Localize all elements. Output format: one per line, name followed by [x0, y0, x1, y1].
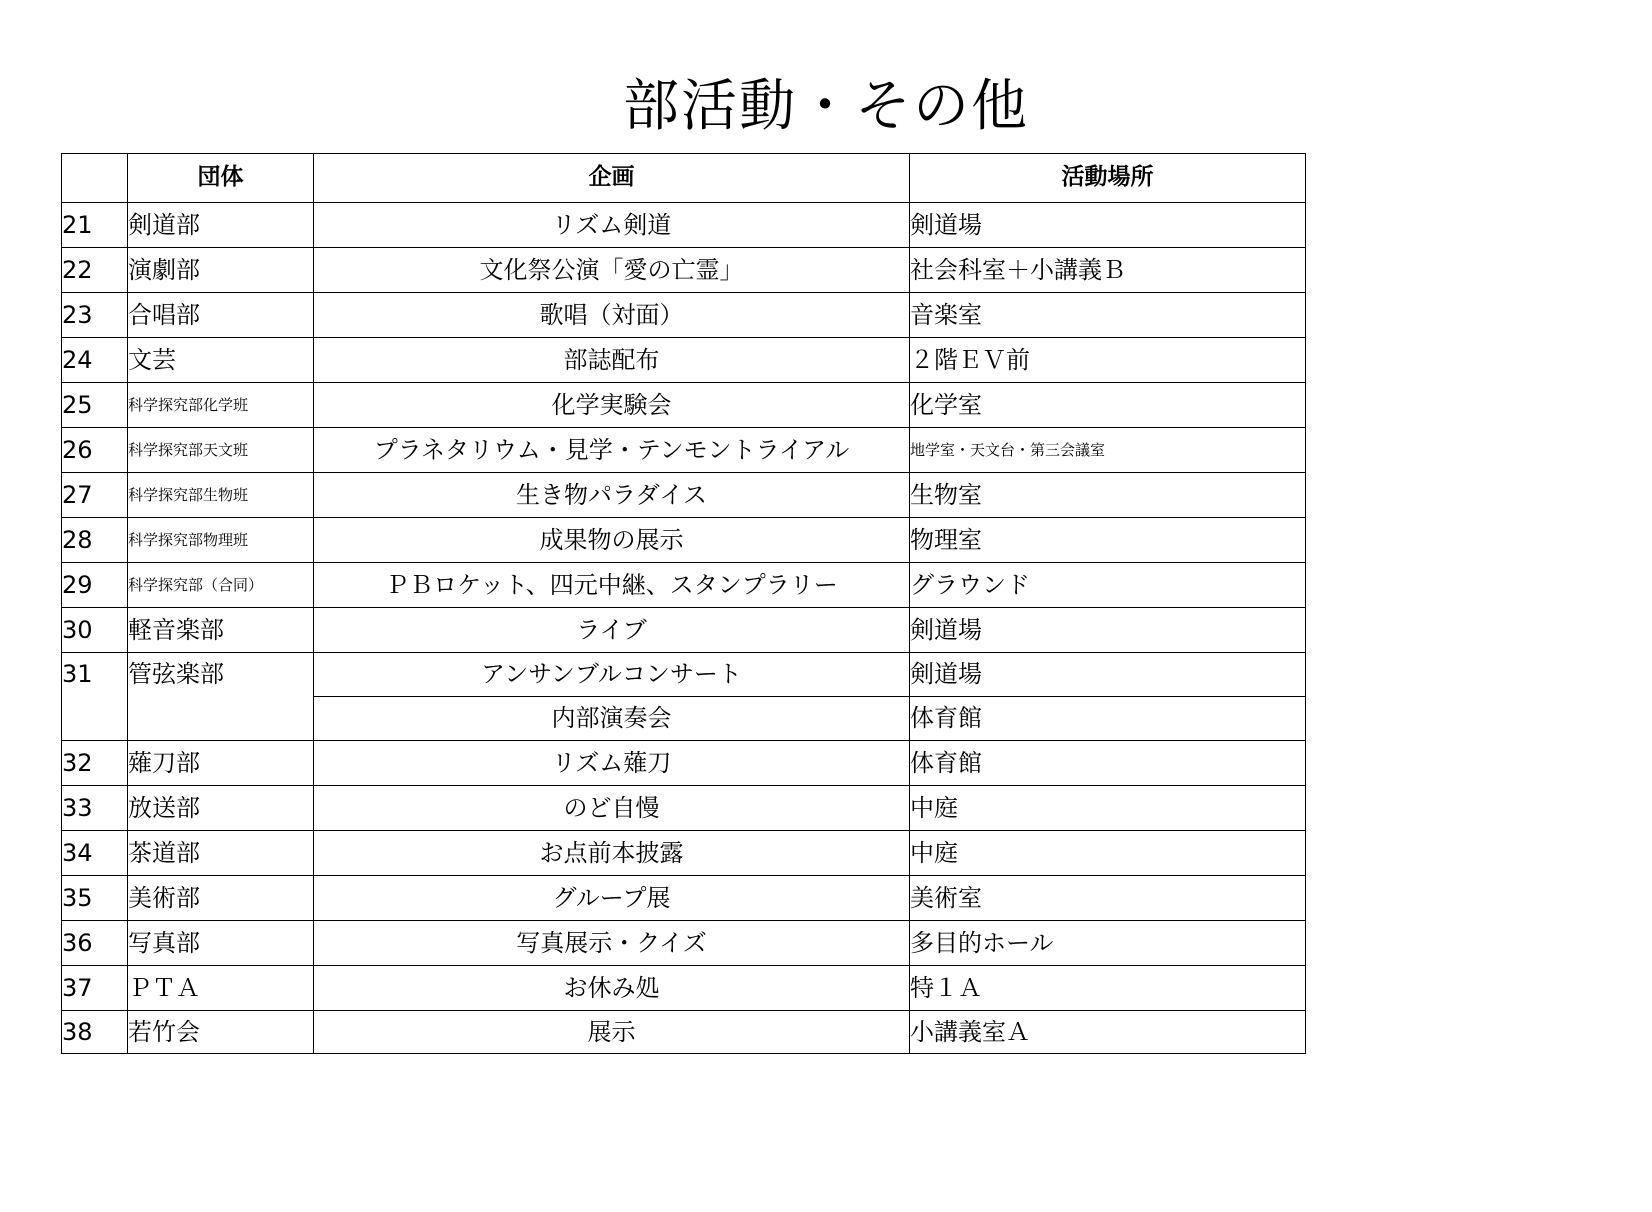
header-number: [62, 154, 128, 203]
row-number: 30: [62, 608, 128, 653]
row-place: 剣道場: [910, 608, 1306, 653]
table-row: [62, 966, 1306, 1011]
row-group: 剣道部: [128, 203, 314, 248]
row-event: 写真展示・クイズ: [314, 921, 910, 966]
table-row: [62, 786, 1306, 831]
page-title: 部活動・その他: [623, 74, 1029, 139]
row-number: 31: [62, 653, 128, 741]
table-row: [62, 518, 1306, 563]
row-group: 科学探究部（合同）: [128, 563, 314, 608]
row-group: 科学探究部生物班: [128, 473, 314, 518]
row-number: 21: [62, 203, 128, 248]
row-event: お点前本披露: [314, 831, 910, 876]
row-group: 演劇部: [128, 248, 314, 293]
row-place: 生物室: [910, 473, 1306, 518]
row-number: 34: [62, 831, 128, 876]
row-event: のど自慢: [314, 786, 910, 831]
row-group: 軽音楽部: [128, 608, 314, 653]
table-row: [62, 653, 1306, 697]
row-place: 特１Ａ: [910, 966, 1306, 1011]
row-group: 放送部: [128, 786, 314, 831]
row-group: 写真部: [128, 921, 314, 966]
row-group: 合唱部: [128, 293, 314, 338]
row-event: お休み処: [314, 966, 910, 1011]
table-row: [62, 428, 1306, 473]
row-event: 文化祭公演「愛の亡霊」: [314, 248, 910, 293]
row-event: 部誌配布: [314, 338, 910, 383]
row-event: 歌唱（対面）: [314, 293, 910, 338]
table-row: [62, 876, 1306, 921]
row-number: 22: [62, 248, 128, 293]
table-row: [62, 741, 1306, 786]
table-row: [62, 473, 1306, 518]
row-number: 25: [62, 383, 128, 428]
row-number: 33: [62, 786, 128, 831]
row-event: グループ展: [314, 876, 910, 921]
row-group: 薙刀部: [128, 741, 314, 786]
table-row: [62, 383, 1306, 428]
row-event: リズム剣道: [314, 203, 910, 248]
row-number: 32: [62, 741, 128, 786]
table-row: [62, 203, 1306, 248]
row-number: 35: [62, 876, 128, 921]
row-place: 社会科室＋小講義Ｂ: [910, 248, 1306, 293]
row-place: 物理室: [910, 518, 1306, 563]
row-event: リズム薙刀: [314, 741, 910, 786]
row-event: ライブ: [314, 608, 910, 653]
table-row: [62, 1011, 1306, 1054]
events-table: [61, 153, 1306, 1054]
row-group: 美術部: [128, 876, 314, 921]
row-group: 若竹会: [128, 1011, 314, 1054]
table-row: [62, 563, 1306, 608]
row-place: 化学室: [910, 383, 1306, 428]
row-place: 美術室: [910, 876, 1306, 921]
row-number: 26: [62, 428, 128, 473]
table-row: [62, 248, 1306, 293]
row-event: ＰＢロケット、四元中継、スタンプラリー: [314, 563, 910, 608]
row-number: 24: [62, 338, 128, 383]
row-event: アンサンブルコンサート: [314, 653, 910, 697]
row-place: 剣道場: [910, 653, 1306, 697]
row-place: ２階ＥＶ前: [910, 338, 1306, 383]
row-group: 科学探究部化学班: [128, 383, 314, 428]
row-place: 中庭: [910, 786, 1306, 831]
table-row: [62, 608, 1306, 653]
row-number: 36: [62, 921, 128, 966]
header-event: 企画: [314, 154, 910, 203]
row-group: 管弦楽部: [128, 653, 314, 741]
row-group: ＰＴＡ: [128, 966, 314, 1011]
row-event: 化学実験会: [314, 383, 910, 428]
row-event: 成果物の展示: [314, 518, 910, 563]
row-place: 音楽室: [910, 293, 1306, 338]
row-place-secondary: 体育館: [910, 697, 1306, 741]
row-place: 中庭: [910, 831, 1306, 876]
row-place: グラウンド: [910, 563, 1306, 608]
table-row: [62, 338, 1306, 383]
row-place: 体育館: [910, 741, 1306, 786]
row-event: 展示: [314, 1011, 910, 1054]
header-group: 団体: [128, 154, 314, 203]
row-group: 科学探究部天文班: [128, 428, 314, 473]
row-place: 地学室・天文台・第三会議室: [910, 428, 1306, 473]
row-number: 38: [62, 1011, 128, 1054]
table-row: [62, 831, 1306, 876]
row-place: 小講義室Ａ: [910, 1011, 1306, 1054]
row-group: 茶道部: [128, 831, 314, 876]
row-event-secondary: 内部演奏会: [314, 697, 910, 741]
row-event: プラネタリウム・見学・テンモントライアル: [314, 428, 910, 473]
row-event: 生き物パラダイス: [314, 473, 910, 518]
row-number: 28: [62, 518, 128, 563]
row-number: 37: [62, 966, 128, 1011]
row-number: 27: [62, 473, 128, 518]
header-place: 活動場所: [910, 154, 1306, 203]
row-number: 23: [62, 293, 128, 338]
row-number: 29: [62, 563, 128, 608]
table-row: [62, 921, 1306, 966]
row-place: 剣道場: [910, 203, 1306, 248]
table-header-row: [62, 154, 1306, 203]
row-group: 文芸: [128, 338, 314, 383]
row-place: 多目的ホール: [910, 921, 1306, 966]
table-row: [62, 293, 1306, 338]
row-group: 科学探究部物理班: [128, 518, 314, 563]
